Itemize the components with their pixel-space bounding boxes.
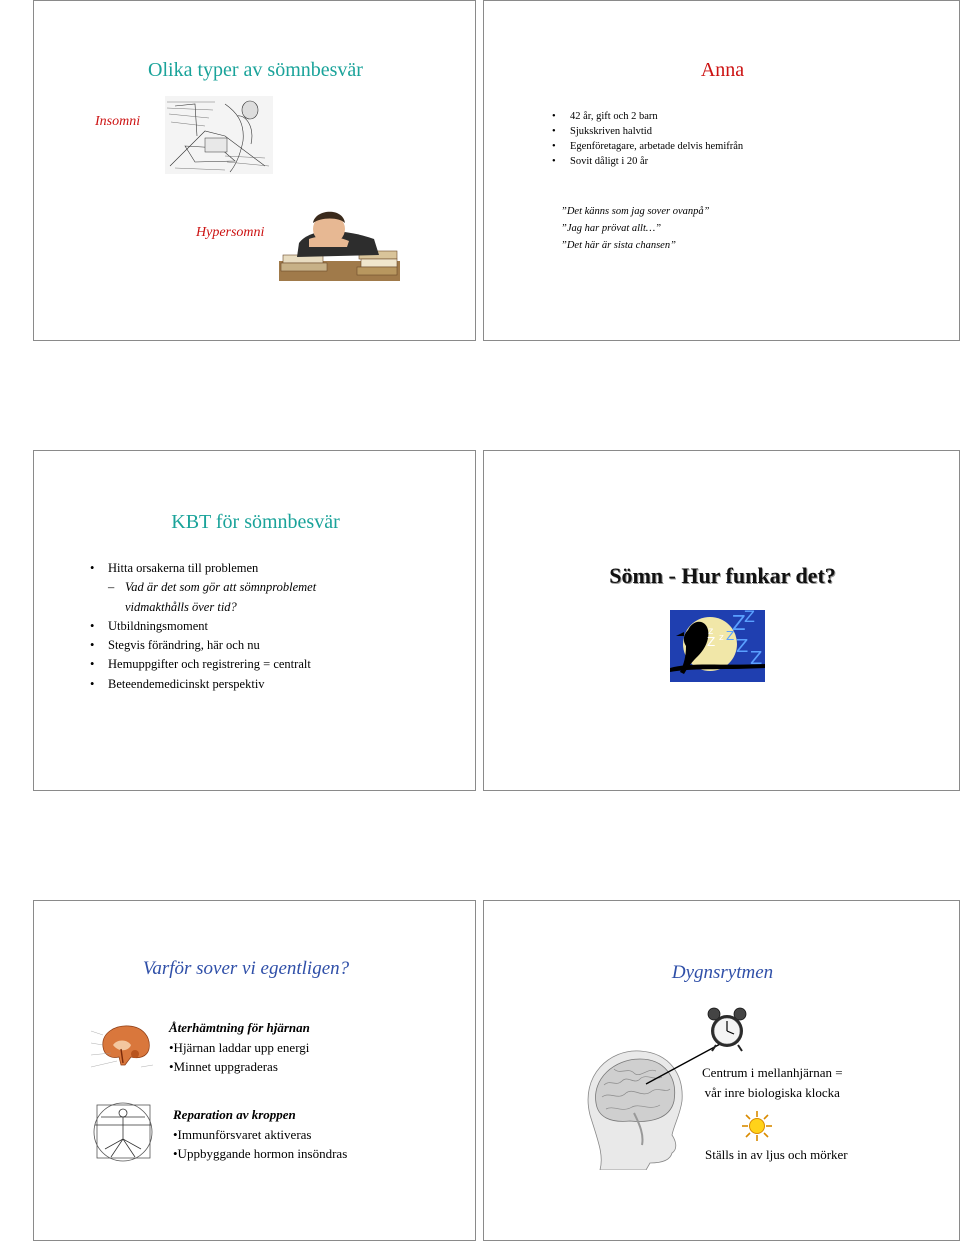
list-item: •Immunförsvaret aktiveras bbox=[173, 1126, 312, 1142]
bird-moon-zzz-image bbox=[670, 610, 765, 682]
slide-title: Varför sover vi egentligen? bbox=[142, 958, 350, 979]
clock-caption-line-1: Centrum i mellanhjärnan = bbox=[702, 1065, 843, 1080]
body-repair-group bbox=[173, 1105, 347, 1164]
svg-text:Z: Z bbox=[744, 610, 755, 626]
list-item: •Uppbyggande hormon insöndras bbox=[173, 1146, 348, 1161]
slide-title: Anna bbox=[700, 59, 745, 81]
brain-cross-section-image bbox=[91, 1021, 156, 1071]
list-item: •Hjärnan laddar upp energi bbox=[169, 1039, 310, 1055]
list-item: • Hitta orsakerna till problemen bbox=[89, 559, 316, 578]
list-item: • Stegvis förändring, här och nu bbox=[89, 636, 316, 655]
list-item: • Beteendemedicinskt perspektiv bbox=[89, 675, 316, 694]
anna-quotes bbox=[561, 203, 709, 254]
slide-circadian bbox=[483, 900, 960, 1241]
vitruvian-man-image bbox=[91, 1099, 156, 1164]
quote: ”Det här är sista chansen” bbox=[561, 240, 676, 251]
svg-text:Z: Z bbox=[736, 636, 749, 657]
svg-text:Z: Z bbox=[732, 611, 746, 635]
list-item: • Utbildningsmoment bbox=[89, 617, 316, 636]
svg-text:Z: Z bbox=[726, 629, 735, 643]
list-item: • Sjukskriven halvtid bbox=[551, 124, 743, 139]
list-item: • Sovit dåligt i 20 år bbox=[551, 154, 743, 169]
sun-caption: Ställs in av ljus och mörker bbox=[705, 1147, 848, 1162]
clock-caption-line-2: vår inre biologiska klocka bbox=[704, 1084, 840, 1100]
svg-text:Z: Z bbox=[750, 648, 763, 669]
sub-item-cont: vidmakthålls över tid? bbox=[125, 599, 237, 614]
student-asleep-on-books-image bbox=[279, 199, 400, 281]
sun-icon bbox=[741, 1110, 773, 1142]
slide-why-sleep bbox=[33, 900, 476, 1241]
anna-facts-list bbox=[551, 109, 743, 169]
clock-caption bbox=[702, 1063, 843, 1102]
svg-text:z: z bbox=[708, 626, 714, 637]
insomnia-engraving-image bbox=[165, 96, 273, 174]
group-heading: Återhämtning för hjärnan bbox=[169, 1020, 310, 1035]
svg-text:Z: Z bbox=[707, 635, 716, 649]
slide-cbt bbox=[33, 450, 476, 791]
slide-anna bbox=[483, 0, 960, 341]
alarm-clock-icon bbox=[706, 1005, 748, 1053]
list-item: • Egenföretagare, arbetade delvis hemifrån bbox=[551, 139, 743, 154]
svg-text:z: z bbox=[719, 633, 724, 643]
slide-sleep-types bbox=[33, 0, 476, 341]
slide-title: Sömn - Hur funkar det? bbox=[609, 563, 836, 588]
insomnia-label: Insomni bbox=[95, 114, 141, 129]
slide-title: Dygnsrytmen bbox=[671, 962, 774, 983]
cbt-list bbox=[89, 559, 316, 694]
list-item: • 42 år, gift och 2 barn bbox=[551, 109, 743, 124]
slide-title: KBT för sömnbesvär bbox=[171, 511, 340, 533]
slide-sleep-how bbox=[483, 450, 960, 791]
hypersomnia-label: Hypersomni bbox=[196, 225, 265, 240]
brain-recovery-group bbox=[169, 1018, 310, 1077]
list-item: •Minnet uppgraderas bbox=[169, 1059, 278, 1074]
group-heading: Reparation av kroppen bbox=[173, 1107, 296, 1122]
slide-title: Olika typer av sömnbesvär bbox=[148, 59, 363, 81]
quote: ”Jag har prövat allt…” bbox=[561, 223, 662, 234]
sub-item: – Vad är det som gör att sömnproblemet bbox=[89, 578, 316, 597]
list-item: • Hemuppgifter och registrering = centralt bbox=[89, 655, 316, 674]
quote: ”Det känns som jag sover ovanpå” bbox=[561, 206, 710, 217]
